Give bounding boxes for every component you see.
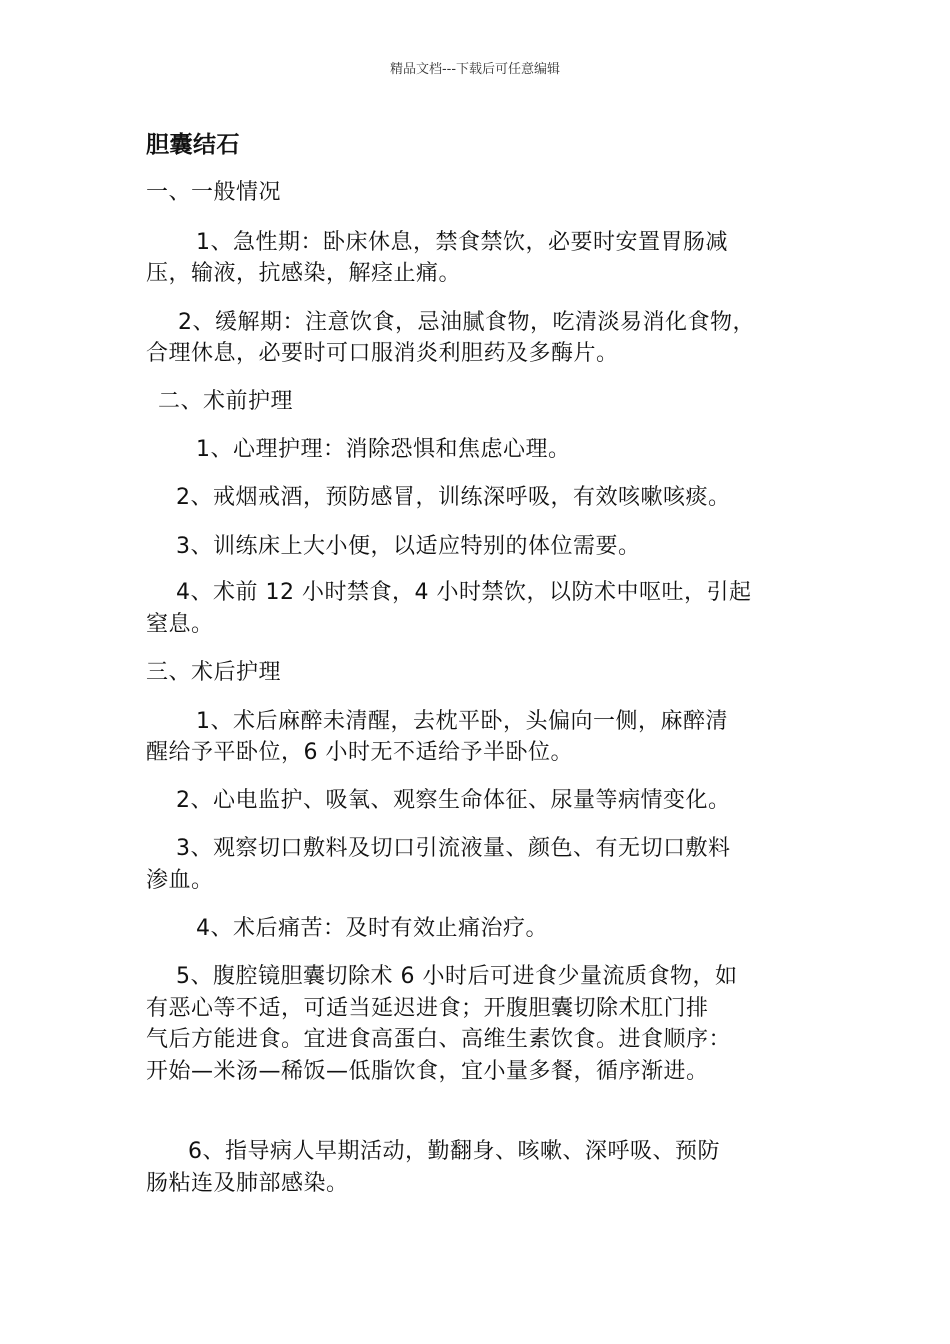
paragraph-line: 合理休息，必要时可口服消炎利胆药及多酶片。 (146, 341, 619, 366)
paragraph-line: 2、心电监护、吸氧、观察生命体征、尿量等病情变化。 (176, 788, 731, 813)
paragraph-line: 3、训练床上大小便，以适应特别的体位需要。 (176, 534, 641, 559)
paragraph-line: 4、术前 12 小时禁食，4 小时禁饮，以防术中呕吐，引起 (176, 580, 752, 605)
paragraph-line: 1、心理护理：消除恐惧和焦虑心理。 (196, 437, 571, 462)
paragraph-line: 1、术后麻醉未清醒，去枕平卧，头偏向一侧，麻醉清 (196, 709, 728, 734)
paragraph-line: 4、术后痛苦：及时有效止痛治疗。 (196, 916, 548, 941)
paragraph-line: 气后方能进食。宜进食高蛋白、高维生素饮食。进食顺序： (146, 1027, 732, 1052)
paragraph-line: 醒给予平卧位，6 小时无不适给予半卧位。 (146, 740, 573, 765)
document-title: 胆囊结石 (146, 132, 240, 158)
paragraph-line: 1、急性期：卧床休息，禁食禁饮，必要时安置胃肠减 (196, 230, 728, 255)
paragraph-line: 6、指导病人早期活动，勤翻身、咳嗽、深呼吸、预防 (188, 1139, 720, 1164)
paragraph-line: 窒息。 (146, 612, 214, 637)
section-heading-preop: 二、术前护理 (158, 389, 294, 414)
paragraph-line: 3、观察切口敷料及切口引流液量、颜色、有无切口敷料 (176, 836, 731, 861)
paragraph-line: 有恶心等不适，可适当延迟进食；开腹胆囊切除术肛门排 (146, 996, 709, 1021)
paragraph-line: 压，输液，抗感染，解痉止痛。 (146, 261, 462, 286)
page-header: 精品文档---下载后可任意编辑 (389, 62, 561, 77)
paragraph-line: 渗血。 (146, 868, 214, 893)
paragraph-line: 开始—米汤—稀饭—低脂饮食，宜小量多餐，循序渐进。 (146, 1059, 709, 1084)
paragraph-line: 2、戒烟戒酒，预防感冒，训练深呼吸，有效咳嗽咳痰。 (176, 485, 731, 510)
section-heading-general: 一、一般情况 (146, 180, 282, 205)
section-heading-postop: 三、术后护理 (146, 660, 282, 685)
paragraph-line: 2、缓解期：注意饮食，忌油腻食物，吃清淡易消化食物， (178, 310, 755, 335)
paragraph-line: 5、腹腔镜胆囊切除术 6 小时后可进食少量流质食物，如 (176, 964, 738, 989)
paragraph-line: 肠粘连及肺部感染。 (146, 1171, 349, 1196)
